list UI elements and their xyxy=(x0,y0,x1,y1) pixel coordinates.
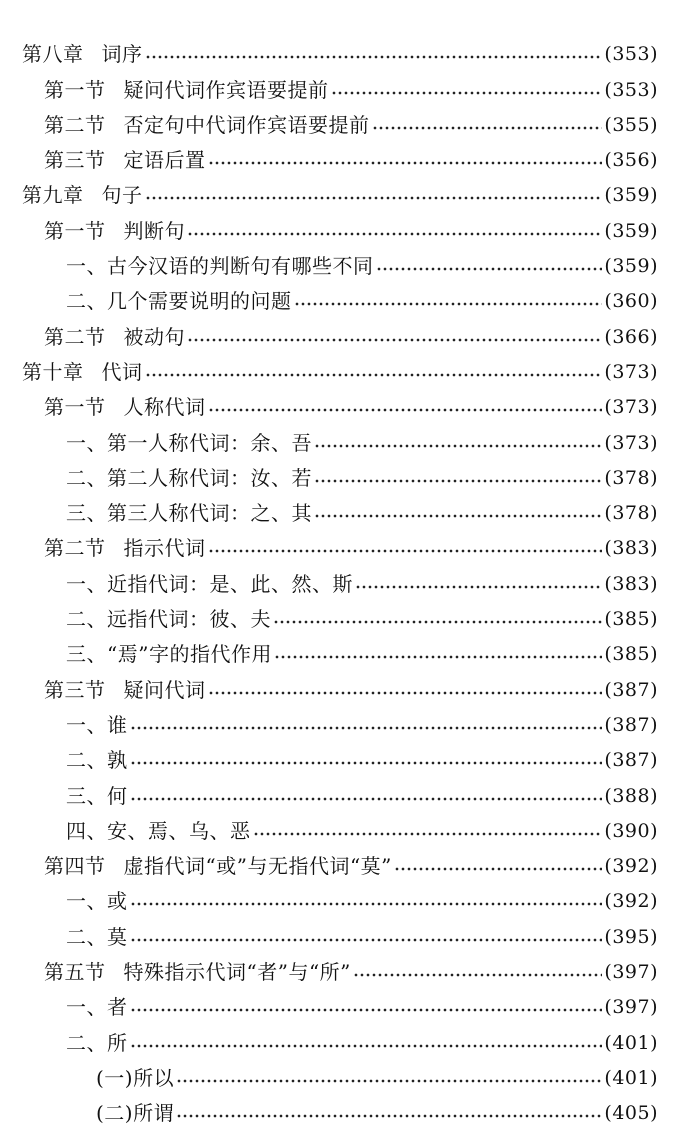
toc-entry-text: 近指代词：是、此、然、斯 xyxy=(107,571,353,596)
toc-entry xyxy=(0,738,700,773)
toc-entry-text: 词序 xyxy=(101,42,143,67)
toc-entry-title xyxy=(66,641,272,667)
toc-entry xyxy=(0,103,700,138)
toc-entry-label: 第一节 xyxy=(44,77,106,102)
toc-entry-text: 莫 xyxy=(107,924,128,949)
toc-entry xyxy=(0,773,700,808)
toc-entry-label: 第二节 xyxy=(44,324,106,349)
toc-entry xyxy=(0,385,700,420)
toc-entry xyxy=(0,667,700,702)
toc-entry-label: (二) xyxy=(96,1101,134,1126)
toc-entry-label: 一、 xyxy=(66,254,107,279)
toc-entry-page: (373) xyxy=(604,431,658,454)
toc-entry-page: (356) xyxy=(604,149,658,172)
toc-entry-title xyxy=(66,606,271,632)
dot-leader xyxy=(331,90,603,96)
toc-entry xyxy=(0,844,700,879)
dot-leader xyxy=(355,584,602,590)
toc-entry-title xyxy=(44,77,329,103)
toc-entry-title xyxy=(66,430,312,456)
toc-entry-label: 一、 xyxy=(66,712,107,737)
toc-entry-page: (383) xyxy=(604,537,658,560)
toc-entry-text: 远指代词：彼、夫 xyxy=(107,607,271,632)
toc-entry-label: 第十章 xyxy=(22,359,84,384)
toc-entry xyxy=(0,244,700,279)
toc-entry-page: (359) xyxy=(604,184,658,207)
toc-entry-text: 否定句中代词作宾语要提前 xyxy=(123,112,370,137)
dot-leader xyxy=(208,548,603,554)
toc-entry-text: 所谓 xyxy=(133,1101,175,1126)
dot-leader xyxy=(145,195,603,201)
toc-entry-page: (383) xyxy=(604,572,658,595)
toc-entry-page: (395) xyxy=(604,925,658,948)
dot-leader xyxy=(130,937,603,943)
toc-entry-page: (385) xyxy=(604,643,658,666)
dot-leader xyxy=(353,972,603,978)
dot-leader xyxy=(187,231,602,237)
toc-entry xyxy=(0,1091,700,1126)
toc-entry xyxy=(0,67,700,102)
toc-entry-label: 第三节 xyxy=(44,148,106,173)
dot-leader xyxy=(253,831,603,837)
toc-entry-title xyxy=(44,394,206,420)
dot-leader xyxy=(208,407,603,413)
toc-entry-text: 指示代词 xyxy=(123,536,206,561)
toc-entry-page: (378) xyxy=(604,466,658,489)
dot-leader xyxy=(314,513,602,519)
toc-entry xyxy=(0,208,700,243)
toc-entry-label: 第九章 xyxy=(22,183,84,208)
dot-leader xyxy=(130,760,603,766)
toc-entry-text: 虚指代词“或”与无指代词“莫” xyxy=(123,854,392,879)
toc-entry-page: (392) xyxy=(604,855,658,878)
toc-entry-page: (355) xyxy=(604,113,658,136)
dot-leader xyxy=(274,654,602,660)
toc-entry-title xyxy=(44,535,206,561)
toc-entry-page: (353) xyxy=(604,78,658,101)
toc-entry-text: 定语后置 xyxy=(123,148,206,173)
toc-entry-label: (一) xyxy=(96,1065,134,1090)
toc-entry-title xyxy=(44,853,392,879)
toc-entry-page: (387) xyxy=(604,713,658,736)
toc-entry-text: 第三人称代词：之、其 xyxy=(107,501,312,526)
toc-entry xyxy=(0,279,700,314)
toc-entry xyxy=(0,950,700,985)
toc-entry-page: (401) xyxy=(604,1031,658,1054)
toc-entry-title xyxy=(66,1030,128,1056)
toc-entry xyxy=(0,985,700,1020)
toc-entry-title xyxy=(22,182,143,208)
toc-entry-label: 二、 xyxy=(66,289,107,314)
toc-entry-text: 几个需要说明的问题 xyxy=(107,289,292,314)
toc-entry-text: 第二人称代词：汝、若 xyxy=(107,465,312,490)
toc-entry xyxy=(0,456,700,491)
toc-entry-label: 三、 xyxy=(66,501,107,526)
dot-leader xyxy=(314,478,602,484)
toc-entry-title xyxy=(66,500,312,526)
toc-entry-title xyxy=(66,253,374,279)
toc-entry-label: 第五节 xyxy=(44,960,106,985)
dot-leader xyxy=(176,1078,602,1084)
toc-entry-text: 特殊指示代词“者”与“所” xyxy=(123,960,351,985)
toc-entry-text: 被动句 xyxy=(123,324,185,349)
toc-entry-label: 一、 xyxy=(66,571,107,596)
toc-entry-label: 第四节 xyxy=(44,854,106,879)
toc-entry xyxy=(0,173,700,208)
toc-entry xyxy=(0,809,700,844)
toc-entry-text: 判断句 xyxy=(123,218,185,243)
toc-entry-title xyxy=(96,1065,174,1091)
dot-leader xyxy=(145,54,603,60)
toc-entry-label: 二、 xyxy=(66,924,107,949)
toc-entry-title xyxy=(66,888,128,914)
toc-entry-page: (390) xyxy=(604,819,658,842)
toc-entry-title xyxy=(66,465,312,491)
toc-entry-label: 四、 xyxy=(66,818,107,843)
toc-entry-label: 三、 xyxy=(66,642,107,667)
toc-entry-page: (373) xyxy=(604,396,658,419)
toc-entry-title xyxy=(96,1100,174,1126)
toc-entry-title xyxy=(44,112,370,138)
toc-entry xyxy=(0,1056,700,1091)
toc-entry-label: 一、 xyxy=(66,430,107,455)
toc-entry-label: 第八章 xyxy=(22,42,84,67)
toc-entry-page: (366) xyxy=(604,325,658,348)
dot-leader xyxy=(130,1043,603,1049)
toc-entry-page: (373) xyxy=(604,360,658,383)
toc-entry-title xyxy=(66,712,128,738)
dot-leader xyxy=(394,866,603,872)
toc-entry xyxy=(0,632,700,667)
toc-entry-page: (397) xyxy=(604,961,658,984)
toc-entry xyxy=(0,314,700,349)
toc-entry-text: 所 xyxy=(107,1030,128,1055)
toc-list xyxy=(0,32,700,1126)
toc-entry-page: (405) xyxy=(604,1102,658,1125)
dot-leader xyxy=(130,725,603,731)
toc-entry-page: (360) xyxy=(604,290,658,313)
toc-entry-label: 第一节 xyxy=(44,218,106,243)
toc-entry-text: 古今汉语的判断句有哪些不同 xyxy=(107,254,374,279)
toc-entry-text: 谁 xyxy=(107,712,128,737)
toc-entry xyxy=(0,1020,700,1055)
toc-entry-page: (387) xyxy=(604,678,658,701)
toc-entry-title xyxy=(66,571,353,597)
toc-entry-text: 疑问代词作宾语要提前 xyxy=(123,77,329,102)
dot-leader xyxy=(176,1113,602,1119)
toc-entry xyxy=(0,491,700,526)
toc-entry-page: (378) xyxy=(604,502,658,525)
dot-leader xyxy=(372,125,603,131)
toc-entry-title xyxy=(22,41,143,67)
dot-leader xyxy=(187,337,602,343)
toc-entry-text: 人称代词 xyxy=(123,395,206,420)
dot-leader xyxy=(130,796,603,802)
toc-entry-page: (392) xyxy=(604,890,658,913)
toc-entry-label: 二、 xyxy=(66,748,107,773)
dot-leader xyxy=(208,690,603,696)
toc-entry-text: 或 xyxy=(107,889,128,914)
toc-entry-text: 第一人称代词：余、吾 xyxy=(107,430,312,455)
toc-entry xyxy=(0,526,700,561)
toc-entry-title xyxy=(44,324,185,350)
dot-leader xyxy=(208,160,603,166)
toc-entry xyxy=(0,350,700,385)
dot-leader xyxy=(376,266,603,272)
dot-leader xyxy=(145,372,603,378)
toc-entry-title xyxy=(44,959,351,985)
toc-entry xyxy=(0,597,700,632)
toc-entry-title xyxy=(66,783,128,809)
toc-entry-title xyxy=(44,218,185,244)
toc-entry-title xyxy=(66,818,251,844)
toc-entry-label: 一、 xyxy=(66,889,107,914)
dot-leader xyxy=(130,1007,603,1013)
toc-entry xyxy=(0,420,700,455)
toc-entry-text: 孰 xyxy=(107,748,128,773)
toc-entry-text: 句子 xyxy=(101,183,143,208)
toc-entry-label: 第二节 xyxy=(44,112,106,137)
toc-entry-text: 何 xyxy=(107,783,128,808)
toc-entry-page: (397) xyxy=(604,996,658,1019)
toc-entry-page: (359) xyxy=(604,255,658,278)
toc-entry-label: 第三节 xyxy=(44,677,106,702)
toc-entry-label: 第二节 xyxy=(44,536,106,561)
toc-entry-title xyxy=(66,994,128,1020)
toc-entry-label: 一、 xyxy=(66,995,107,1020)
dot-leader xyxy=(273,619,602,625)
toc-entry-title xyxy=(44,147,206,173)
toc-entry-page: (359) xyxy=(604,219,658,242)
toc-entry xyxy=(0,914,700,949)
toc-entry-label: 二、 xyxy=(66,607,107,632)
toc-entry-title xyxy=(44,677,206,703)
toc-entry-title xyxy=(66,288,292,314)
toc-entry-title xyxy=(22,359,143,385)
toc-entry-page: (385) xyxy=(604,608,658,631)
toc-entry xyxy=(0,561,700,596)
toc-entry-label: 二、 xyxy=(66,465,107,490)
toc-entry-label: 二、 xyxy=(66,1030,107,1055)
dot-leader xyxy=(314,443,602,449)
toc-entry-label: 三、 xyxy=(66,783,107,808)
toc-entry xyxy=(0,703,700,738)
toc-entry xyxy=(0,879,700,914)
toc-entry-text: 者 xyxy=(107,995,128,1020)
toc-entry-page: (388) xyxy=(604,784,658,807)
toc-entry xyxy=(0,138,700,173)
toc-entry-page: (401) xyxy=(604,1066,658,1089)
toc-entry-text: 代词 xyxy=(101,359,143,384)
toc-entry-title xyxy=(66,747,128,773)
toc-entry-text: 安、焉、乌、恶 xyxy=(107,818,251,843)
dot-leader xyxy=(130,901,603,907)
toc-entry-page: (353) xyxy=(604,43,658,66)
toc-entry-text: “焉”字的指代作用 xyxy=(107,642,272,667)
toc-entry-label: 第一节 xyxy=(44,395,106,420)
toc-entry xyxy=(0,32,700,67)
toc-entry-page: (387) xyxy=(604,749,658,772)
toc-entry-title xyxy=(66,924,128,950)
toc-entry-text: 疑问代词 xyxy=(123,677,206,702)
toc-entry-text: 所以 xyxy=(133,1065,175,1090)
dot-leader xyxy=(294,301,603,307)
